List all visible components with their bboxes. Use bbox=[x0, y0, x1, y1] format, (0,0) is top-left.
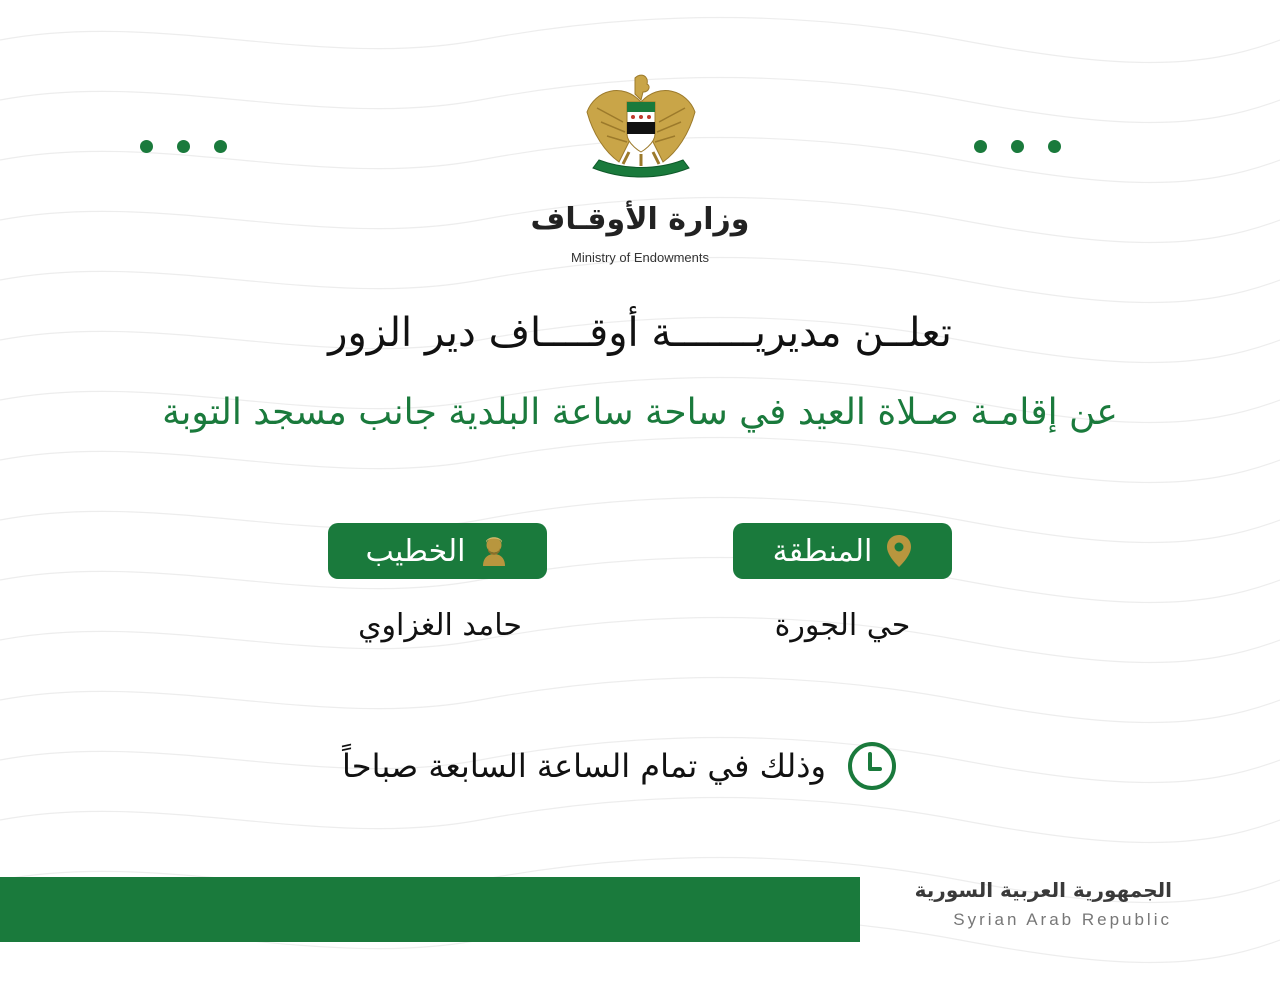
republic-name-english: Syrian Arab Republic bbox=[953, 910, 1172, 929]
dot bbox=[177, 140, 190, 153]
preacher-icon bbox=[479, 535, 509, 567]
announcement-subline: عن إقامـة صـلاة العيد في ساحة ساعة البلدية جانب مسجد التوبة bbox=[162, 392, 1118, 433]
preacher-value: حامد الغزاوي bbox=[358, 608, 522, 643]
preacher-label: الخطيب bbox=[365, 533, 466, 569]
clock-icon bbox=[846, 740, 898, 792]
announcement-headline: تعلــن مديريـــــــة أوقــــاف دير الزور bbox=[328, 310, 952, 356]
time-row bbox=[300, 740, 940, 792]
dot bbox=[1011, 140, 1024, 153]
map-pin-icon bbox=[886, 534, 912, 568]
area-label: المنطقة bbox=[772, 533, 873, 569]
preacher-label-pill bbox=[328, 523, 547, 579]
dot bbox=[974, 140, 987, 153]
ministry-name-arabic: وزارة الأوقـاف bbox=[530, 202, 750, 237]
decorative-dots-left bbox=[140, 140, 227, 153]
republic-name-arabic: الجمهورية العربية السورية bbox=[914, 878, 1172, 902]
dot bbox=[140, 140, 153, 153]
area-value: حي الجورة bbox=[774, 608, 911, 643]
decorative-dots-right bbox=[974, 140, 1061, 153]
footer-green-bar bbox=[0, 877, 860, 942]
dot bbox=[214, 140, 227, 153]
ministry-name-english: Ministry of Endowments bbox=[571, 250, 709, 265]
dot bbox=[1048, 140, 1061, 153]
time-text: وذلك في تمام الساعة السابعة صباحاً bbox=[342, 747, 826, 785]
area-label-pill bbox=[733, 523, 952, 579]
eagle-emblem-icon bbox=[583, 72, 699, 184]
